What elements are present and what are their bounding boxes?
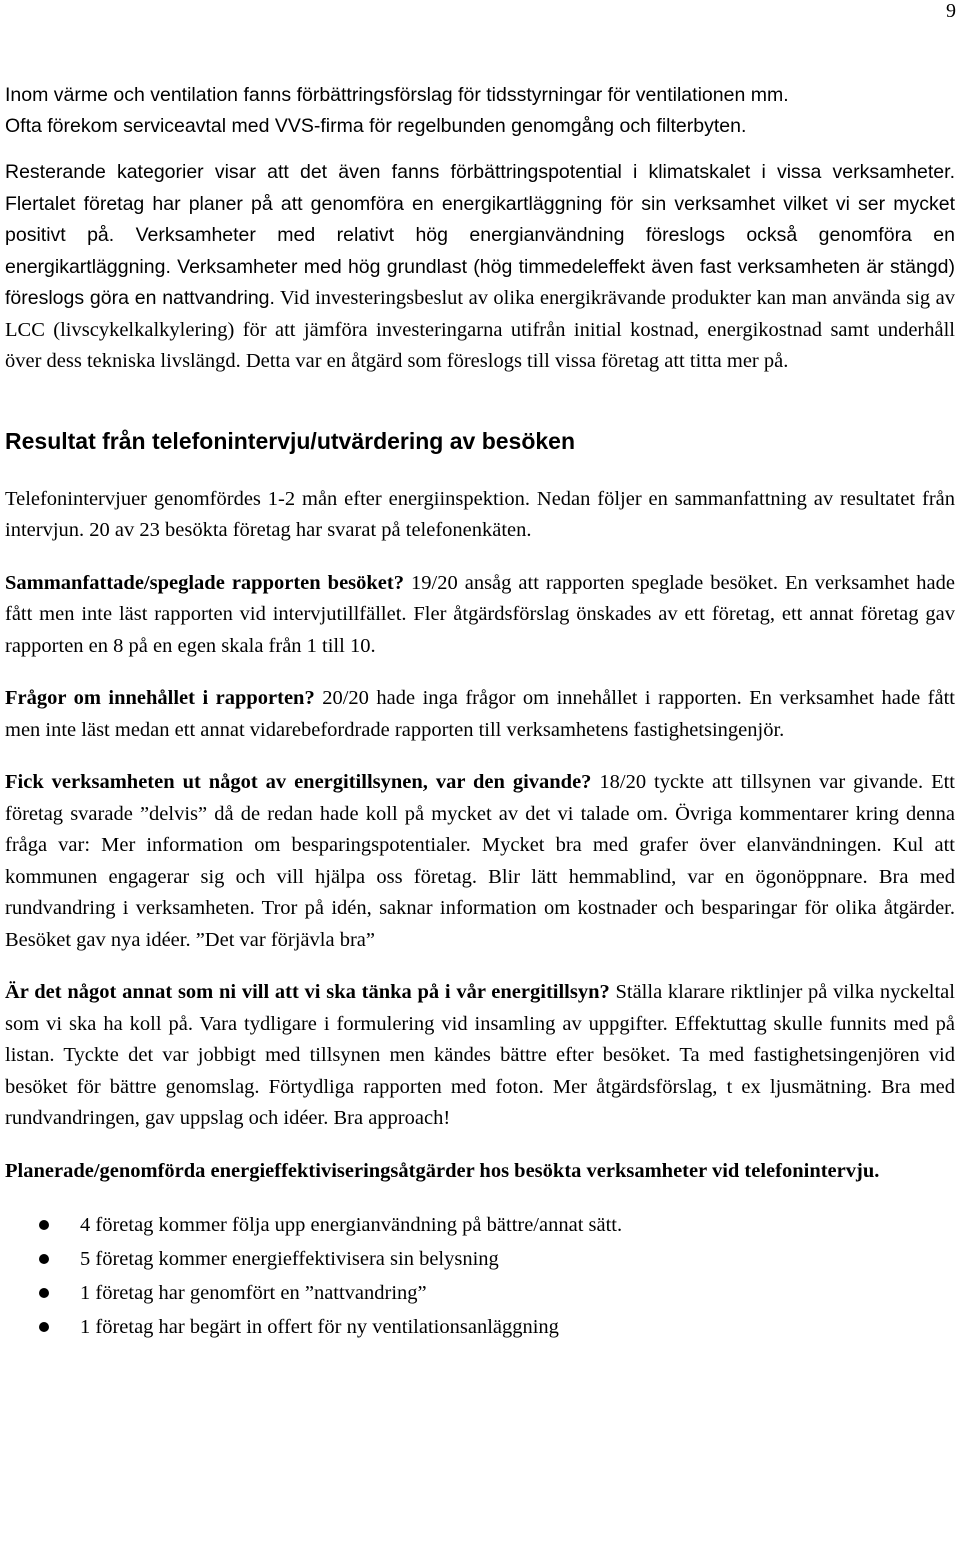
question-planned-measures-label: Planerade/genomförda energieffektiviseringsåtgärder hos besökta verksamheter vid telefonintervju. bbox=[5, 1159, 880, 1182]
list-item: 4 företag kommer följa upp energianvändning på bättre/annat sätt. bbox=[5, 1208, 955, 1242]
question-other-thoughts-answer: Ställa klarare riktlinjer på vilka nyckeltal som vi ska ha koll på. Vara tydligare i formulering vid insamling av uppgifter. Effektuttag skulle funnits med på listan. Tyckte det var jobbigt med tillsynen men kändes bättre efter besöket. Ta med fastighetsingenjören vid besöket för bättre genomslag. Förtydliga rapporten med foton. Mer åtgärdsförslag, t ex ljusmätning. Bra med rundvandringen, gav uppslag och idéer. Bra approach! bbox=[5, 981, 955, 1129]
document-body bbox=[5, 80, 955, 1344]
paragraph-ventilation-line-2: Ofta förekom serviceavtal med VVS-firma för regelbunden genomgång och filterbyten. bbox=[5, 115, 747, 137]
question-rewarding bbox=[5, 767, 955, 956]
paragraph-climate-shell bbox=[5, 157, 955, 378]
question-report-reflected bbox=[5, 568, 955, 663]
question-planned-measures bbox=[5, 1156, 955, 1188]
question-report-content bbox=[5, 683, 955, 746]
question-report-reflected-answer: 19/20 ansåg att rapporten speglade besöket. En verksamhet hade fått men inte läst rapporten vid intervjutillfället. Fler åtgärdsförslag önskades av ett företag, ett annat företag gav rapporten en 8 på en egen skala från 1 till 10. bbox=[5, 571, 955, 657]
question-report-content-label: Frågor om innehållet i rapporten? bbox=[5, 687, 315, 709]
list-item: 5 företag kommer energieffektivisera sin belysning bbox=[5, 1242, 955, 1276]
paragraph-climate-shell-sans: Resterande kategorier visar att det även fanns förbättringspotential i klimatskalet i vissa verksamheter. Flertalet företag har planer på att genomföra en energikartläggning för sin verksamhet vilket vi ser mycket positivt på. Verksamheter med relativt hög energianvändning föreslogs också genomföra en energikartläggning. Verksamheter med hög grundlast (hög timmedeleffekt även fast verksamheten är stängd) föreslogs göra en nattvandring. bbox=[5, 161, 955, 309]
question-report-content-answer: 20/20 hade inga frågor om innehållet i rapporten. En verksamhet hade fått men inte läst medan ett annat vidarebefordrade rapporten till verksamhetens fastighetsingenjör. bbox=[5, 687, 956, 741]
question-other-thoughts-label: Är det något annat som ni vill att vi ska tänka på i vår energitillsyn? bbox=[5, 981, 610, 1003]
paragraph-ventilation-line-1: Inom värme och ventilation fanns förbättringsförslag för tidsstyrningar för ventilationen mm. bbox=[5, 84, 789, 106]
question-other-thoughts bbox=[5, 977, 955, 1135]
question-rewarding-label: Fick verksamheten ut något av energitillsynen, var den givande? bbox=[5, 771, 592, 793]
paragraph-ventilation bbox=[5, 80, 955, 142]
intro-paragraph: Telefonintervjuer genomfördes 1-2 mån efter energiinspektion. Nedan följer en sammanfattning av resultatet från intervjun. 20 av 23 besökta företag har svarat på telefonenkäten. bbox=[5, 487, 955, 541]
measures-list bbox=[5, 1208, 955, 1344]
question-report-reflected-label: Sammanfattade/speglade rapporten besöket? bbox=[5, 571, 404, 594]
list-item: 1 företag har begärt in offert för ny ventilationsanläggning bbox=[5, 1310, 955, 1344]
section-heading: Resultat från telefonintervju/utvärdering av besöken bbox=[5, 427, 576, 454]
list-item: 1 företag har genomfört en ”nattvandring” bbox=[5, 1276, 955, 1310]
page-number: 9 bbox=[946, 0, 956, 22]
question-rewarding-answer: 18/20 tyckte att tillsynen var givande. Ett företag svarade ”delvis” då de redan hade koll på mycket av det vi talade om. Övriga kommentarer kring denna fråga var: Mer information om besparingspotentialer. Mycket bra med grafer över elanvändningen. Kul att kommunen engagerar sig och vill hjälpa oss företag. Blir lätt hemmablind, var en ögonöppnare. Bra med rundvandring i verksamheten. Tror på idén, saknar information om kostnader och besparingar för olika åtgärder. Besöket gav nya idéer. ”Det var förjävla bra” bbox=[5, 771, 955, 951]
paragraph-climate-shell-serif: Vid investeringsbeslut av olika energikrävande produkter kan man använda sig av LCC (livscykelkalkylering) för att jämföra investeringarna utifrån initial kostnad, energikostnad samt underhåll över dess tekniska livslängd. Detta var en åtgärd som föreslogs till vissa företag att titta mer på. bbox=[5, 287, 955, 372]
